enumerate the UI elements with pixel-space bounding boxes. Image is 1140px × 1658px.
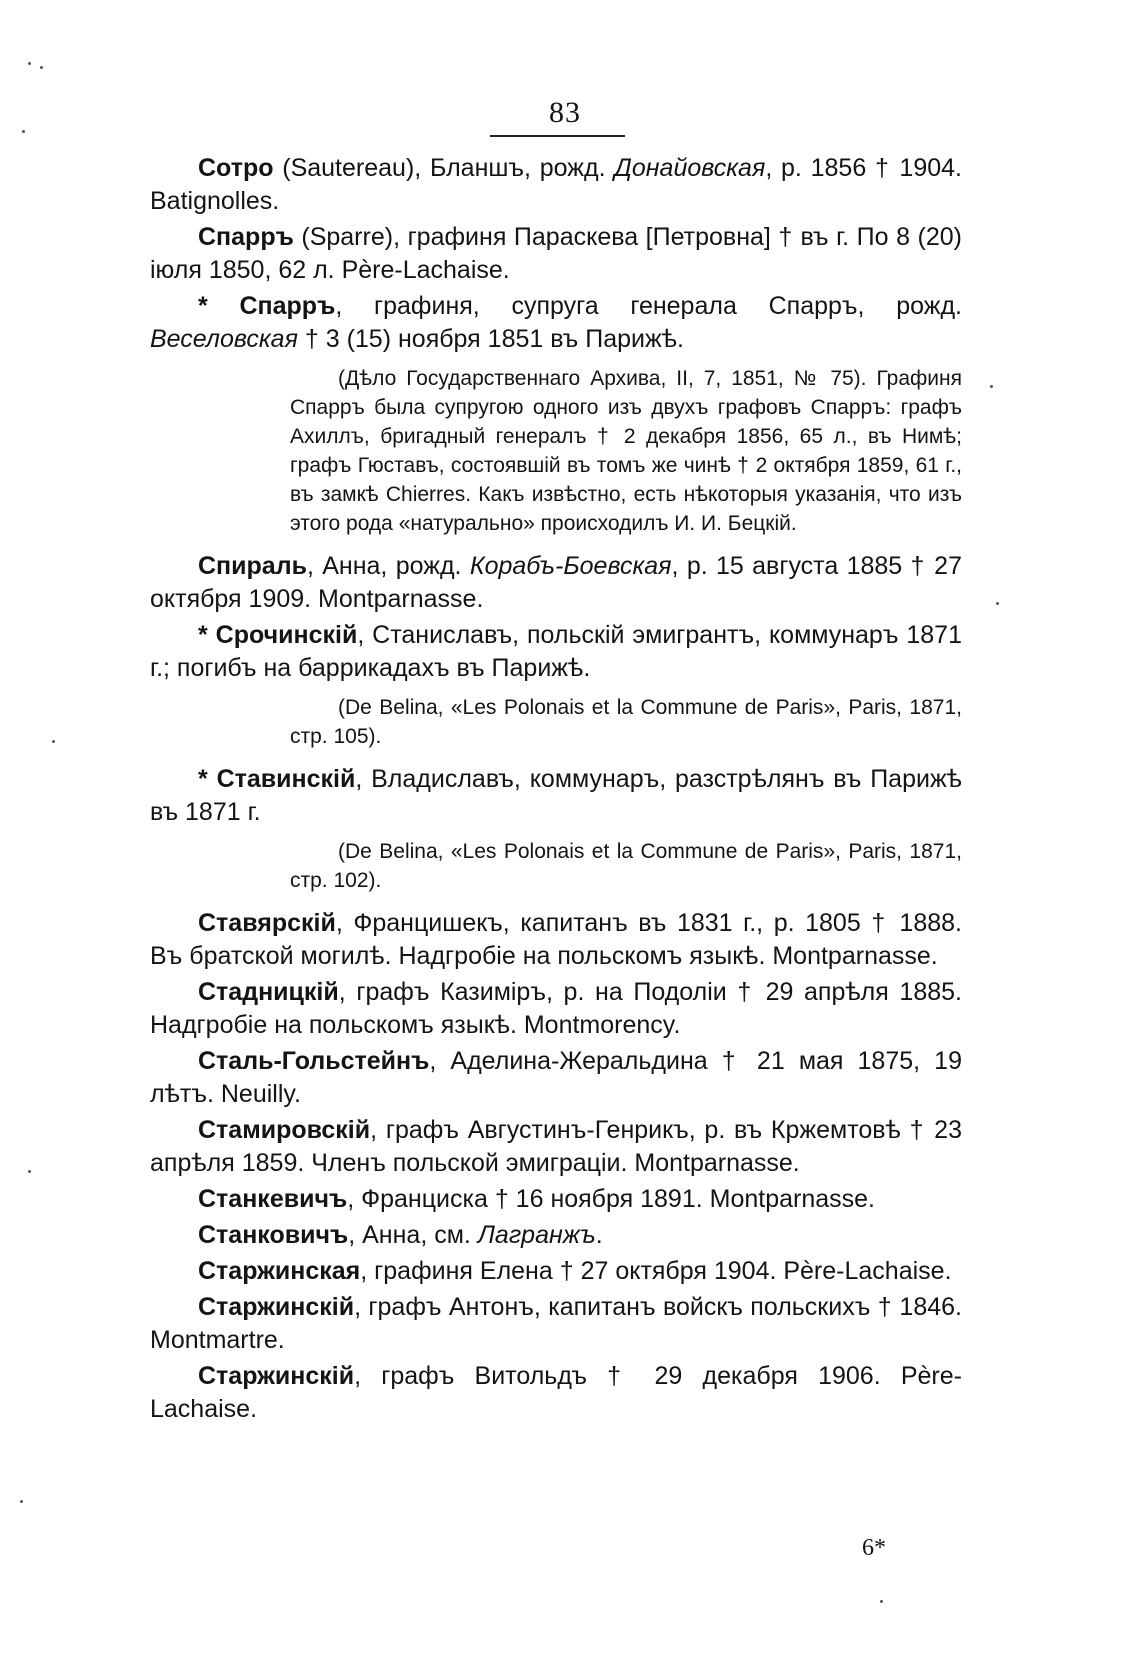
entry-tail: † 3 (15) ноября 1851 въ Парижѣ. [297,325,684,353]
entry-head: Сталь-Гольстейнъ [198,1047,430,1075]
entry [150,1219,962,1252]
scan-speck [880,1600,883,1603]
signature-mark: 6* [862,1535,886,1561]
entry-head: Спарръ [198,223,294,251]
entry-head: * Спарръ [198,292,336,320]
entry-head: Стадницкій [198,978,339,1006]
entry-head: Стамировскій [198,1116,371,1144]
entry-head: Станковичъ [198,1221,349,1249]
entry-note: (De Belina, «Les Polonais et la Commune de Paris», Paris, 1871, стр. 105). [290,696,962,748]
scan-speck [990,385,993,388]
entry-text: , графъ Антонъ, капитанъ войскъ польскихъ † 1846. Montmartre. [150,1293,962,1354]
scan-speck [28,1170,31,1173]
scan-speck [28,62,31,65]
entry-tail: . [595,1221,603,1249]
entry [150,290,962,356]
scan-speck [40,66,43,69]
scan-speck [22,130,25,133]
entry-text: , Владиславъ, коммунаръ, разстрѣлянъ въ Парижѣ въ 1871 г. [150,765,962,826]
entry-tail: , р. 15 августа 1885 † 27 октября 1909. Montparnasse. [150,552,962,613]
entry-text: , Анна, рожд. [306,552,470,580]
page-number: 83 [549,96,581,129]
entry [150,550,962,616]
entry [150,1114,962,1180]
entry-text: , графиня Елена † 27 октября 1904. Père-Lachaise. [360,1257,952,1285]
entry-italic: Донайовская [614,154,766,182]
header-rule [490,135,625,137]
entry-text: , Станиславъ, польскій эмигрантъ, коммунаръ 1871 г.; погибъ на баррикадахъ въ Парижѣ. [150,621,962,682]
entry [150,221,962,287]
entry [150,1183,962,1216]
entry-head: Сотро [198,154,274,182]
entry-head: * Ставинскій [198,765,356,793]
entry [150,907,962,973]
entry-text: , графъ Казиміръ, р. на Подоліи † 29 апрѣля 1885. Надгробіе на польскомъ языкѣ. Montmorency. [150,978,962,1039]
entries-column [150,152,962,1429]
entry-head: Старжинскій [198,1293,355,1321]
entry-italic: Веселовская [150,325,298,353]
entry-head: Спираль [198,552,307,580]
entry-head: Ставярскій [198,909,336,937]
scan-speck [20,1500,23,1503]
entry-note: (De Belina, «Les Polonais et la Commune de Paris», Paris, 1871, стр. 102). [290,840,962,892]
entry [150,976,962,1042]
entry [150,619,962,685]
entry-text: (Sparre), графиня Параскева [Петровна] † въ г. По 8 (20) іюля 1850, 62 л. Père-Lachaise. [150,223,962,284]
entry-text: , графъ Августинъ-Генрикъ, р. въ Кржемтовѣ † 23 апрѣля 1859. Членъ польской эмиграціи. Montparnasse. [150,1116,962,1177]
entry-text: , Аделина-Жеральдина † 21 мая 1875, 19 лѣтъ. Neuilly. [150,1047,962,1108]
entry-text: , Анна, см. [348,1221,478,1249]
entry-head: Станкевичъ [198,1185,348,1213]
scan-speck [996,602,999,605]
entry [150,1255,962,1288]
entry-text: , Франциска † 16 ноября 1891. Montparnasse. [347,1185,875,1213]
entry-head: Старжинскій [198,1362,355,1390]
entry [150,1291,962,1357]
entry [150,1360,962,1426]
entry [150,152,962,218]
entry-tail: , р. 1856 † 1904. Batignolles. [150,154,962,215]
entry-italic: Корабъ-Боевская [469,552,672,580]
entry [150,1045,962,1111]
scan-speck [52,740,55,743]
entry-italic: Лагранжъ [477,1221,596,1249]
entry-head: Старжинская [198,1257,361,1285]
entry-head: * Срочинскій [198,621,358,649]
entry-note: (Дѣло Государственнаго Архива, II, 7, 1851, № 75). Графиня Спарръ была супругою одного изъ двухъ графовъ Спарръ: графъ Ахиллъ, бригадный генералъ † 2 декабря 1856, 65 л., въ Нимѣ; графъ Гюставъ, состоявшій въ томъ же чинѣ † 2 октября 1859, 61 г., въ замкѣ Chierres. Какъ извѣстно, есть нѣкоторыя указанія, что изъ этого рода «натурально» происходилъ И. И. Бецкій. [290,367,962,535]
entry-text: , графъ Витольдъ † 29 декабря 1906. Père-Lachaise. [150,1362,962,1423]
entry-text: , графиня, супруга генерала Спарръ, рожд. [335,292,963,320]
entry-text: , Францишекъ, капитанъ въ 1831 г., р. 1805 † 1888. Въ братской могилѣ. Надгробіе на польскомъ языкѣ. Montparnasse. [150,909,962,970]
entry-text: (Sautereau), Бланшъ, рожд. [273,154,615,182]
entry [150,763,962,829]
